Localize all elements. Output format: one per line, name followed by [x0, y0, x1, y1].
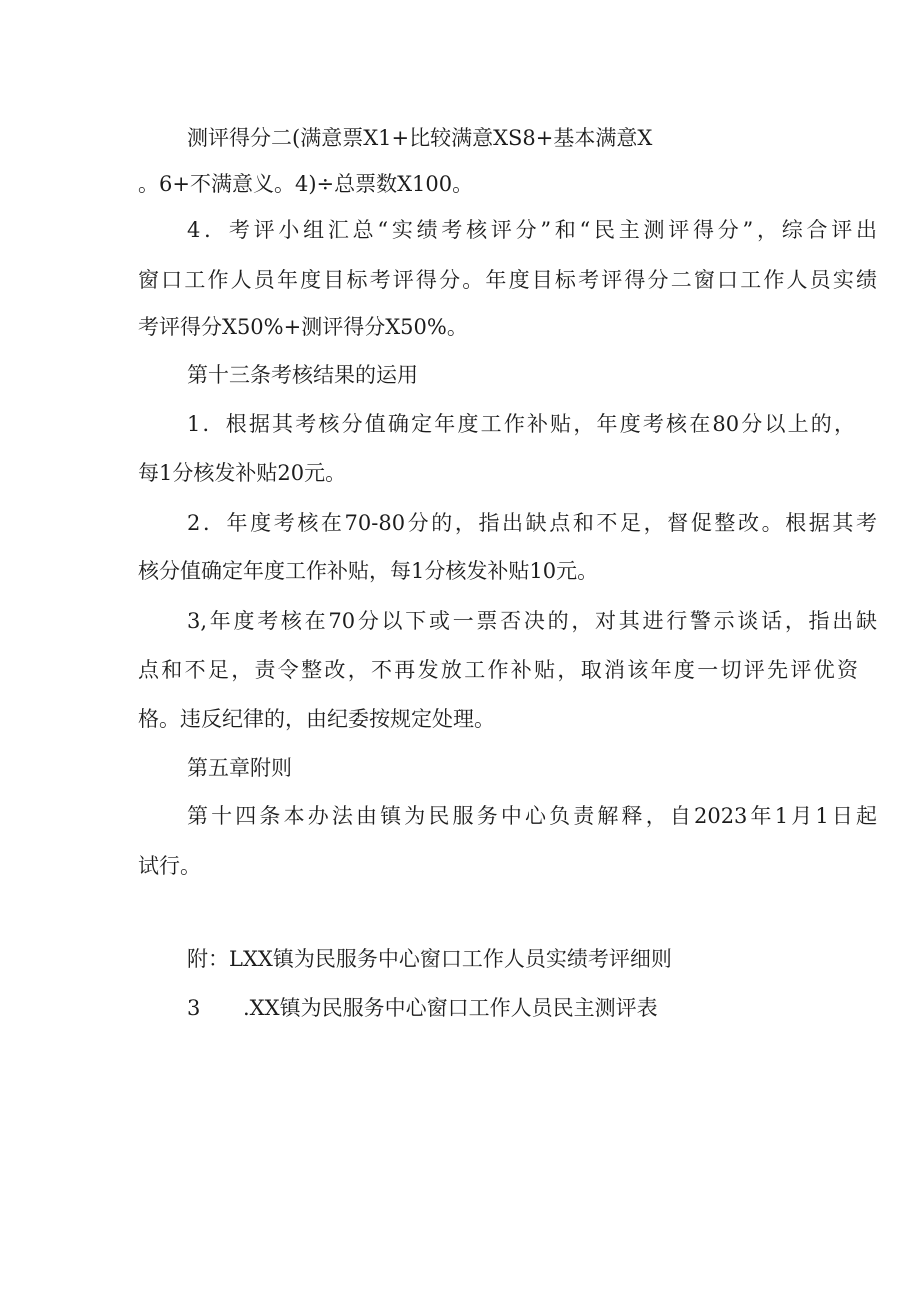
- chapter-5-heading: 第五章附则: [187, 756, 292, 780]
- paragraph-4-line-3: 考评得分X50%+测评得分X50%。: [138, 315, 468, 339]
- item-3-line-1: 3,年度考核在70分以下或一票否决的，对其进行警示谈话，指出缺: [187, 609, 877, 633]
- paragraph-4-line-1: 4．考评小组汇总“实绩考核评分”和“民主测评得分”，综合评出: [187, 218, 877, 242]
- item-1-line-1: 1．根据其考核分值确定年度工作补贴，年度考核在80分以上的，: [187, 412, 855, 436]
- article-13-heading: 第十三条考核结果的运用: [187, 363, 418, 387]
- item-3-line-3: 格。违反纪律的，由纪委按规定处理。: [138, 707, 495, 731]
- formula-line-2: 。6+不满意义。4)÷总票数X100。: [138, 172, 474, 196]
- formula-line-1: 测评得分二(满意票X1+比较满意XS8+基本满意X: [187, 126, 653, 150]
- attachment-2-text: .XX镇为民服务中心窗口工作人员民主测评表: [243, 996, 658, 1020]
- item-3-line-2: 点和不足，责令整改，不再发放工作补贴，取消该年度一切评先评优资: [138, 658, 858, 682]
- article-14-line-1: 第十四条本办法由镇为民服务中心负责解释，自2023年1月1日起: [187, 804, 877, 828]
- item-1-line-2: 每1分核发补贴20元。: [138, 461, 347, 485]
- attachment-2-number: 3: [187, 996, 201, 1020]
- item-2-line-1: 2．年度考核在70-80分的，指出缺点和不足，督促整改。根据其考: [187, 511, 877, 535]
- attachment-1: 附：LXX镇为民服务中心窗口工作人员实绩考评细则: [187, 947, 672, 971]
- article-14-line-2: 试行。: [138, 854, 201, 878]
- paragraph-4-line-2: 窗口工作人员年度目标考评得分。年度目标考评得分二窗口工作人员实绩: [138, 268, 877, 292]
- item-2-line-2: 核分值确定年度工作补贴，每1分核发补贴10元。: [138, 559, 599, 583]
